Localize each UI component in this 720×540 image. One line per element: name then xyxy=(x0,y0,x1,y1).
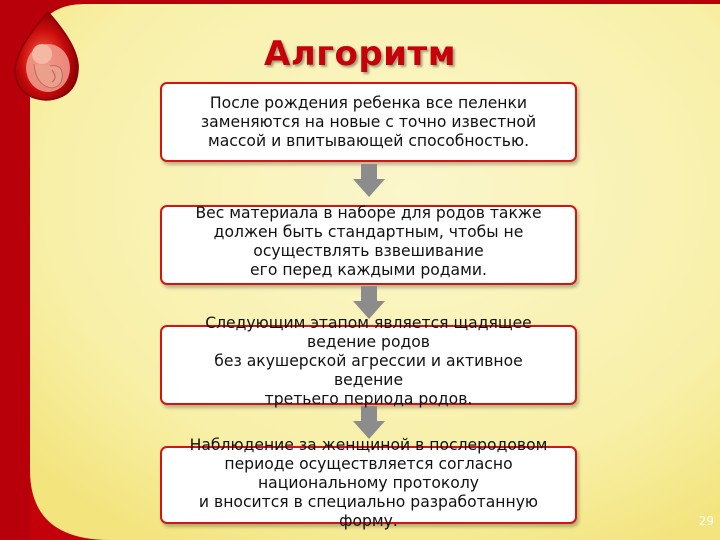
step-text-2: Вес материала в наборе для родов также должен быть стандартным, чтобы не осуществлять взвешивание его перед каждыми родами. xyxy=(195,204,542,279)
slide-title: Алгоритм xyxy=(264,34,456,74)
page-number: 29 xyxy=(698,514,714,528)
step-text-3: Следующим этапом является щадящее ведение родов без акушерской агрессии и активное ведение третьего периода родов. xyxy=(205,314,532,408)
down-arrow-icon xyxy=(352,406,386,440)
step-text-4: Наблюдение за женщиной в послеродовом периоде осуществляется согласно национальному протоколу и вносится в специально разработанную форму. xyxy=(189,436,548,530)
down-arrow-icon xyxy=(352,164,386,198)
step-text-1: После рождения ребенка все пеленки заменяются на новые с точно известной массой и впитывающей способностью. xyxy=(200,94,537,150)
